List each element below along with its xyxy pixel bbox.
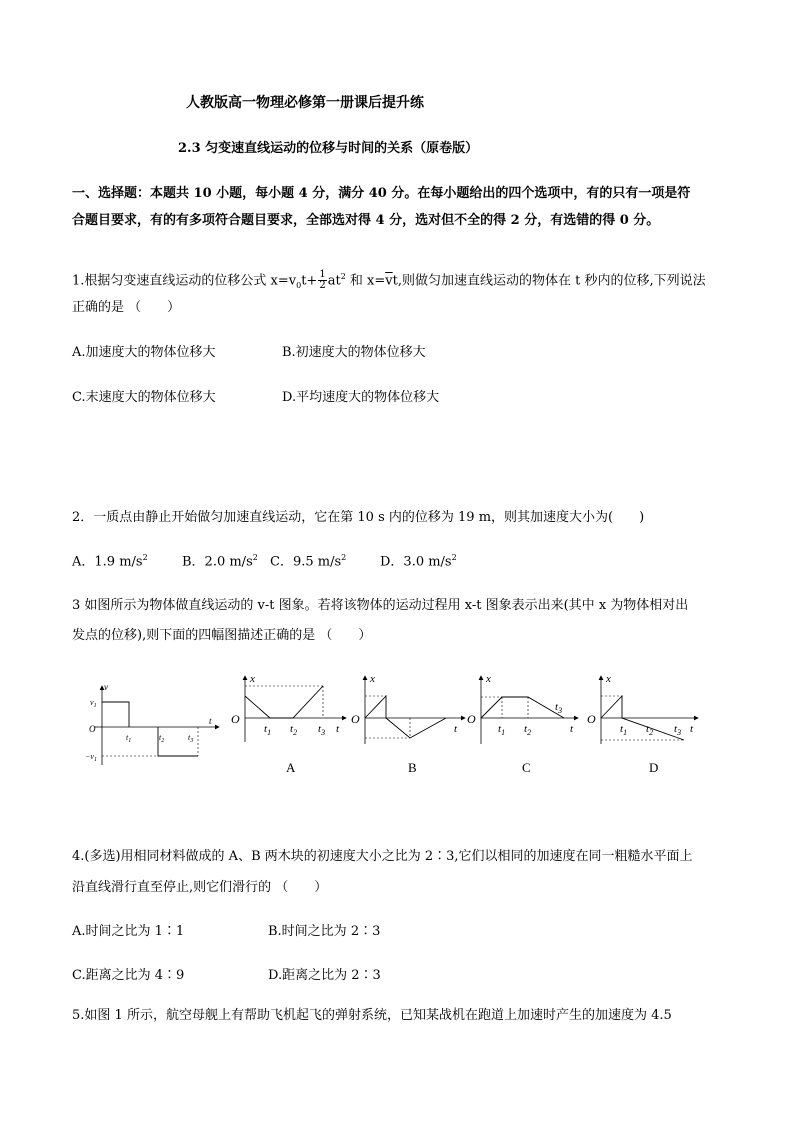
d-t2-main: t: [646, 723, 650, 735]
c-t2-main: t: [524, 723, 528, 735]
vt-t3: [188, 733, 193, 744]
q1-mid3: 和 x=: [345, 273, 386, 289]
q3-graph-a: [228, 672, 348, 762]
q4-stem-line1: 4.(多选)用相同材料做成的 A、B 两木块的初速度大小之比为 2∶3,它们以相同的加速度在同一粗糙水平面上: [72, 849, 693, 864]
a-t-label: t: [336, 723, 340, 735]
c-t3-sub: 3: [558, 706, 563, 715]
q2-option-a-sq: 2: [142, 553, 148, 562]
q3-label-a: A: [286, 760, 296, 775]
vt-negv1-sub: 1: [93, 757, 97, 763]
q1-sup: 2: [340, 272, 346, 281]
d-t1-sub: 1: [623, 728, 628, 737]
d-t3-main: t: [674, 723, 678, 735]
q4-option-a: A.时间之比为 1∶1: [72, 924, 185, 939]
a-t1: [264, 723, 271, 737]
vt-t2-main: t: [159, 733, 162, 742]
q1-fraction: [318, 270, 326, 291]
q1-mid1: t+: [301, 273, 318, 289]
c-t1-main: t: [498, 723, 502, 735]
q4-stem-line2: 沿直线滑行直至停止,则它们滑行的 （ ）: [72, 880, 328, 895]
section-instructions-line1: 一、选择题：本题共 10 小题，每小题 4 分，满分 40 分。在每小题给出的四个选项中，有的只有一项是符: [72, 186, 691, 201]
vt-v1-main: v: [90, 698, 94, 707]
a-t2-main: t: [290, 723, 294, 735]
vt-v1-label: [90, 698, 97, 709]
a-origin: O: [231, 712, 240, 726]
c-curve: [481, 697, 564, 718]
d-t3-sub: 3: [677, 728, 682, 737]
vt-negv1-main: −v: [85, 752, 94, 761]
d-t1-main: t: [620, 723, 624, 735]
vt-negv1-label: [85, 752, 97, 763]
q1-stem-line1: [72, 262, 706, 292]
q2-stem: 2．一质点由静止开始做匀加速直线运动，它在第 10 s 内的位移为 19 m，则其加速度大小为( ): [72, 510, 645, 525]
a-t2: [290, 723, 297, 737]
q1-stem-line2: 正确的是 （ ）: [72, 300, 181, 315]
a-t2-sub: 2: [293, 728, 298, 737]
d-t2: [646, 723, 653, 737]
q2-option-d-text: D．3.0 m/s: [380, 554, 452, 570]
q2-option-c-text: C．9.5 m/s: [270, 554, 342, 570]
q2-option-d-sq: 2: [451, 553, 457, 562]
d-origin: O: [587, 712, 596, 726]
c-origin: O: [467, 712, 476, 726]
q2-option-b-sq: 2: [252, 553, 258, 562]
page-title: 人教版高一物理必修第一册课后提升练: [186, 95, 424, 111]
q1-vbar: $\overline{v}$: [385, 273, 393, 289]
q1-frac-num: 1: [319, 269, 326, 281]
q2-option-c-sq: 2: [341, 553, 347, 562]
q1-option-b: B.初速度大的物体位移大: [282, 345, 426, 360]
c-t3: [555, 701, 562, 715]
vt-t-label: t: [209, 716, 212, 726]
q1-option-d: D.平均速度大的物体位移大: [282, 390, 440, 405]
page-subtitle: 2.3 匀变速直线运动的位移与时间的关系（原卷版）: [178, 141, 479, 156]
q1-option-a: A.加速度大的物体位移大: [72, 345, 216, 360]
q4-option-d: D.距离之比为 2∶3: [268, 968, 381, 983]
a-t3-sub: 3: [321, 728, 326, 737]
d-t3: [674, 723, 681, 737]
a-t1-main: t: [264, 723, 268, 735]
section-instructions-line2: 合题目要求，有的有多项符合题目要求，全部选对得 4 分，选对但不全的得 2 分，有选错的得 0 分。: [72, 213, 660, 228]
a-curve: [245, 686, 323, 718]
d-t2-sub: 2: [649, 728, 654, 737]
q3-graph-b: [350, 672, 470, 762]
q3-graph-d: [586, 672, 706, 762]
q1-post: t,则做匀加速直线运动的物体在 t 秒内的位移,下列说法: [392, 273, 706, 289]
d-t-label: t: [690, 723, 694, 735]
vt-t2: [159, 733, 164, 744]
a-t3: [318, 723, 325, 737]
c-t1: [498, 723, 505, 737]
q4-option-c: C.距离之比为 4∶9: [72, 968, 185, 983]
q2-option-c: [270, 550, 346, 570]
vt-t1: [126, 733, 131, 744]
q3-label-d: D: [649, 760, 659, 775]
q1-pre: 1.根据匀变速直线运动的位移公式 x=v: [72, 273, 297, 289]
d-t1: [620, 723, 627, 737]
q2-option-a: [72, 550, 148, 570]
c-t3-main: t: [555, 701, 559, 713]
c-t-label: t: [570, 723, 574, 735]
c-t2: [524, 723, 531, 737]
b-t-label: t: [454, 723, 458, 735]
q3-stem-line1: 3 如图所示为物体做直线运动的 v-t 图象。若将该物体的运动过程用 x-t 图象表示出来(其中 x 为物体相对出: [72, 598, 689, 613]
b-x-label: x: [370, 673, 375, 685]
q1-option-c: C.末速度大的物体位移大: [72, 390, 216, 405]
q3-graph-c: [466, 672, 586, 762]
vt-v1-sub: 1: [93, 703, 97, 709]
a-t3-main: t: [318, 723, 322, 735]
q3-stem-line2: 发点的位移),则下面的四幅图描述正确的是 （ ）: [72, 628, 372, 643]
q5-stem-line1: 5.如图 1 所示，航空母舰上有帮助飞机起飞的弹射系统，已知某战机在跑道上加速时产生的加速度为 4.5: [72, 1008, 672, 1023]
vt-t3-main: t: [188, 733, 191, 742]
q1-mid2: at: [327, 273, 341, 289]
c-x-label: x: [486, 673, 491, 685]
q1-frac-den: 2: [319, 280, 326, 292]
vt-t1-main: t: [126, 733, 129, 742]
q4-option-b: B.时间之比为 2∶3: [268, 924, 381, 939]
q3-label-b: B: [408, 760, 417, 775]
a-t1-sub: 1: [267, 728, 272, 737]
b-curve: [365, 696, 446, 738]
c-t2-sub: 2: [527, 728, 532, 737]
vt-t1-sub: 1: [128, 738, 132, 744]
vt-v-label: v: [104, 682, 108, 692]
q3-label-c: C: [522, 760, 531, 775]
vt-origin: O: [89, 724, 96, 734]
q2-option-b-text: B．2.0 m/s: [182, 554, 253, 570]
c-t1-sub: 1: [501, 728, 506, 737]
vt-t2-sub: 2: [161, 738, 165, 744]
q2-option-d: [380, 550, 457, 570]
b-origin: O: [351, 712, 360, 726]
q2-option-a-text: A．1.9 m/s: [72, 554, 143, 570]
vt-t3-sub: 3: [190, 738, 194, 744]
q1-sub0: 0: [296, 280, 302, 290]
d-x-label: x: [606, 673, 611, 685]
vt-line-positive: [102, 702, 129, 727]
q3-vt-graph: [84, 680, 224, 770]
a-x-label: x: [250, 673, 255, 685]
q2-option-b: [182, 550, 258, 570]
